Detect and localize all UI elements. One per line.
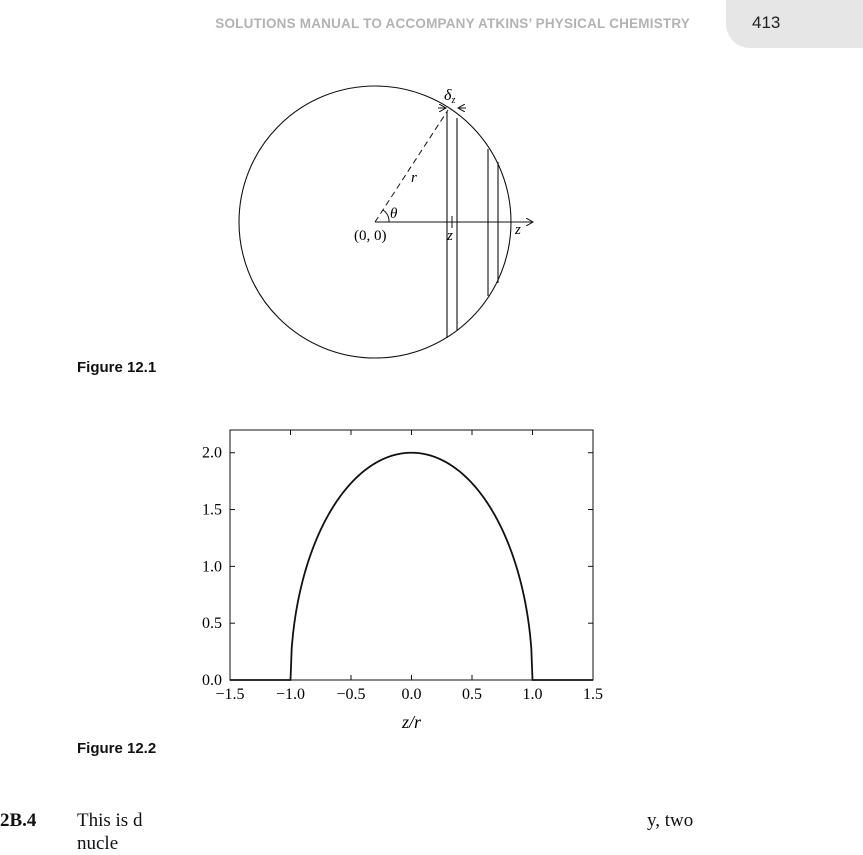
radius-dashed-line — [375, 110, 448, 222]
y-tick-label: 1.5 — [202, 501, 222, 519]
y-tick-label: 2.0 — [202, 444, 222, 462]
z-position-label: z — [447, 228, 453, 244]
x-tick-label: −0.5 — [336, 686, 366, 703]
x-tick-label: 0.0 — [401, 686, 422, 703]
body-line-2: nucle — [77, 833, 119, 854]
figure-12-2-caption: Figure 12.2 — [77, 740, 157, 757]
x-tick-label: 0.5 — [462, 686, 482, 703]
x-tick-label: 1.5 — [583, 686, 603, 703]
running-header-title: SOLUTIONS MANUAL TO ACCOMPANY ATKINS’ PHYSICAL CHEMISTRY — [215, 16, 690, 31]
y-tick-label: 0.5 — [202, 615, 222, 633]
y-tick-label: 1.0 — [202, 558, 222, 576]
x-tick-label: −1.5 — [215, 686, 245, 703]
problem-number: 2B.4 — [0, 810, 37, 831]
angle-label: θ — [390, 206, 398, 222]
z-axis-label: z — [515, 222, 521, 238]
delta-z-label: δz — [444, 87, 456, 106]
x-tick-label: 1.0 — [522, 686, 543, 703]
body-line-1-start: This is d — [77, 810, 143, 831]
x-axis-label: z/r — [401, 712, 422, 732]
body-line-1-end: y, two — [647, 810, 694, 831]
angle-arc — [383, 210, 389, 222]
figure-12-1-caption: Figure 12.1 — [77, 359, 157, 376]
y-tick-label: 0.0 — [202, 672, 222, 689]
page-number: 413 — [752, 13, 781, 32]
x-tick-label: −1.0 — [275, 686, 306, 703]
origin-label: (0, 0) — [354, 228, 387, 244]
radius-label: r — [411, 170, 417, 186]
